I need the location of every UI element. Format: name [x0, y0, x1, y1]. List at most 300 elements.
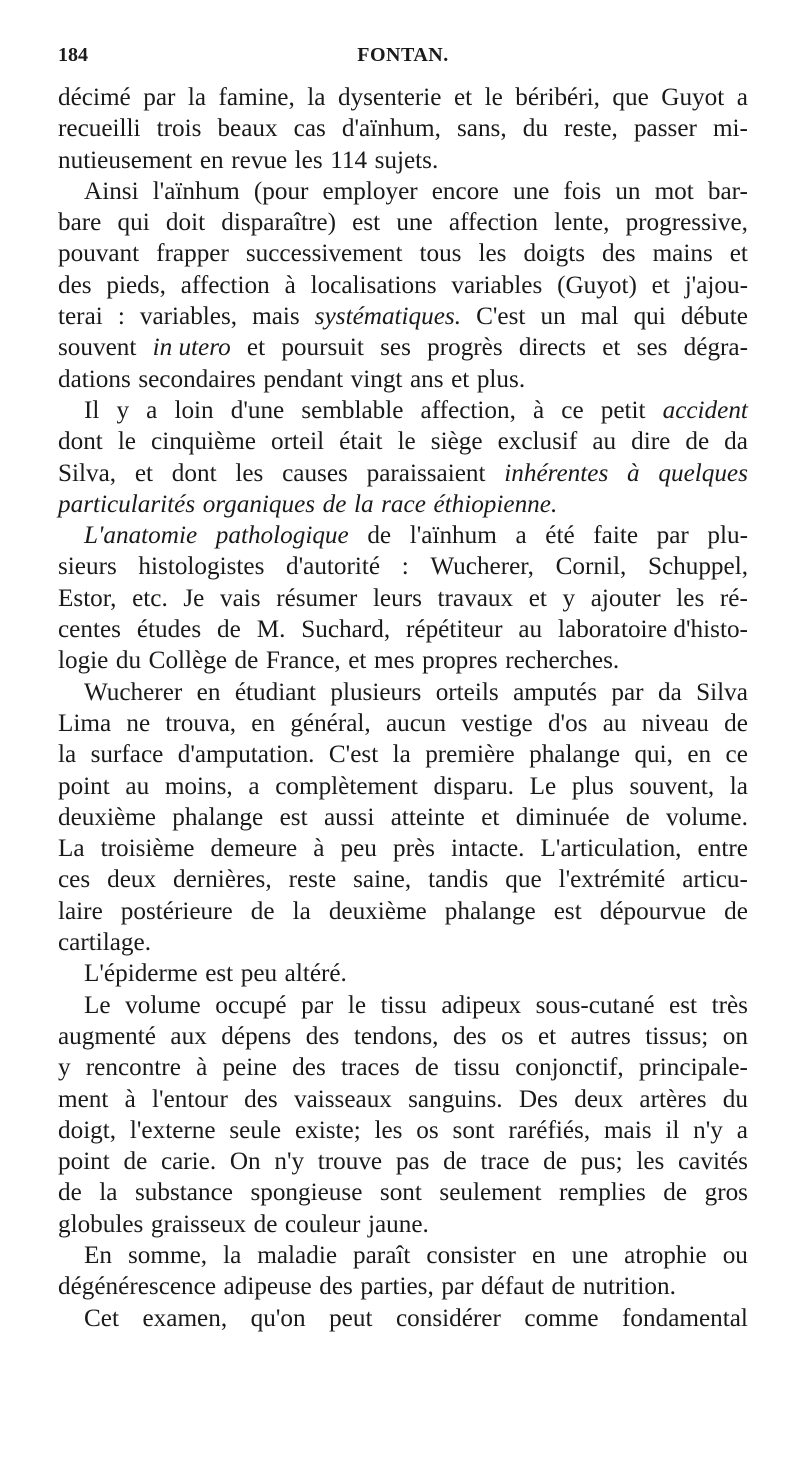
text-line	[58, 1303, 748, 1334]
text-line	[58, 1240, 748, 1271]
word: Je	[183, 584, 205, 612]
word: et	[729, 240, 748, 268]
word: sous-cutané	[535, 991, 655, 1019]
word: L'anatomie	[84, 522, 198, 550]
word: de	[253, 1210, 278, 1238]
word: Lima	[58, 709, 112, 737]
word: très	[711, 991, 748, 1019]
word: C'est	[328, 741, 379, 769]
word: une	[512, 177, 550, 205]
word: la	[729, 772, 748, 800]
word: sujets.	[374, 146, 439, 174]
word: organiques	[202, 490, 316, 518]
word: est	[279, 803, 308, 831]
word: en	[251, 709, 276, 737]
word: deux	[574, 1085, 624, 1113]
word: la	[223, 1241, 242, 1269]
word: nutrition.	[582, 1273, 676, 1301]
word: ne	[126, 709, 151, 737]
word: au	[125, 772, 150, 800]
word: Wucherer	[84, 678, 183, 706]
word: au	[592, 428, 617, 456]
word: de	[367, 522, 392, 550]
word: Schuppel,	[647, 553, 748, 581]
word: et	[481, 803, 500, 831]
word: considérer	[395, 1304, 501, 1332]
word: tissu	[453, 1054, 501, 1082]
running-title: FONTAN.	[357, 44, 449, 66]
word: Cet	[84, 1304, 119, 1332]
word: il	[665, 1116, 680, 1144]
word: L'épiderme	[84, 960, 198, 988]
word: orteils	[435, 678, 499, 706]
word: tissu	[380, 991, 427, 1019]
word: d'os	[547, 709, 588, 737]
word: l'aïnhum	[152, 177, 240, 205]
word: peu	[240, 960, 278, 988]
word: Silva	[696, 678, 748, 706]
word: systématiques.	[314, 303, 462, 331]
word: disparaître)	[221, 209, 336, 237]
word: Silva,	[58, 459, 117, 487]
word: j'ajou-	[684, 271, 748, 299]
word: volume.	[666, 803, 748, 831]
word: carie.	[160, 1148, 217, 1176]
word: (Guyot)	[557, 271, 637, 299]
word: exclusif	[497, 428, 578, 456]
word: mais	[252, 303, 300, 331]
word: centes	[58, 616, 121, 644]
word: peine	[222, 1054, 277, 1082]
text-line	[58, 113, 748, 144]
word: tissus;	[645, 1022, 709, 1050]
word: est	[205, 960, 234, 988]
word: pieds,	[106, 271, 166, 299]
word: trois	[156, 115, 202, 143]
word: dont	[58, 428, 103, 456]
word: l'externe	[129, 1116, 216, 1144]
word: la	[353, 490, 374, 518]
word: adipeuse	[223, 1273, 312, 1301]
word: couleur	[284, 1210, 361, 1238]
word: mi-	[712, 115, 748, 143]
word: la	[58, 741, 77, 769]
word: des	[305, 1022, 340, 1050]
word: vestige	[461, 709, 533, 737]
word: seulement	[439, 1179, 542, 1207]
word: et	[453, 84, 473, 111]
word: Wucherer,	[430, 553, 534, 581]
word: a	[146, 396, 158, 424]
word: altéré.	[284, 960, 347, 988]
word: dire	[631, 428, 671, 456]
word: de	[551, 1273, 576, 1301]
word: conjonctif,	[515, 1054, 624, 1082]
word: successivement	[245, 240, 403, 268]
word: plus.	[476, 365, 526, 393]
word: comme	[524, 1304, 599, 1332]
word: histologistes	[138, 553, 265, 581]
word: d'amputation.	[177, 741, 315, 769]
word: recueilli	[58, 115, 141, 143]
word: n'y	[274, 1148, 305, 1176]
word: consister	[426, 1241, 516, 1269]
word: Ainsi	[84, 177, 139, 205]
word: lente,	[554, 209, 610, 237]
text-line	[58, 301, 748, 332]
text-line	[58, 145, 748, 176]
word: jaune.	[368, 1210, 429, 1238]
word: travaux	[437, 584, 514, 612]
word: On	[229, 1148, 261, 1176]
word: était	[339, 428, 383, 456]
word: fois	[563, 177, 602, 205]
word: laboratoire d'histo-	[558, 616, 748, 644]
word: dégra-	[683, 334, 748, 362]
word: demeure	[210, 835, 298, 863]
text-line	[58, 1209, 748, 1240]
word: dations	[58, 365, 131, 393]
page-header	[58, 44, 748, 74]
word: etc.	[132, 584, 168, 612]
word: particularités	[58, 490, 196, 518]
word: trace	[480, 1148, 530, 1176]
word: da	[724, 428, 748, 456]
word: doigt,	[58, 1116, 117, 1144]
word: graisseux	[150, 1210, 247, 1238]
word: :	[117, 303, 125, 331]
word: mal	[580, 303, 619, 331]
word: la	[187, 84, 207, 111]
word: ment	[58, 1085, 109, 1113]
word: sont	[452, 1116, 495, 1144]
word: semblable	[301, 396, 404, 424]
word: études	[136, 616, 202, 644]
word: intacte.	[451, 835, 525, 863]
word: sont	[379, 1179, 422, 1207]
word: Estor,	[58, 584, 117, 612]
text-line	[58, 1146, 748, 1177]
word: Suchard,	[301, 616, 391, 644]
word: peu	[340, 835, 377, 863]
word: d'une	[230, 396, 285, 424]
text-line	[58, 395, 748, 426]
word: en	[199, 146, 224, 174]
word: deux	[107, 866, 157, 894]
text-line	[58, 1021, 748, 1052]
word: de	[322, 490, 347, 518]
word: laire	[58, 897, 103, 925]
word: de	[625, 803, 650, 831]
word: la	[99, 1179, 118, 1207]
word: paraît	[353, 1241, 411, 1269]
word: affection,	[420, 396, 516, 424]
text-line	[58, 458, 748, 489]
word: da	[657, 678, 682, 706]
word: dépens	[221, 1022, 292, 1050]
body-text	[58, 82, 748, 1334]
word: vingt	[350, 365, 403, 393]
word: plus	[571, 772, 614, 800]
word: à	[196, 1054, 208, 1082]
word: mais	[603, 1116, 652, 1144]
word: secondaires	[138, 365, 256, 393]
word: pathologique	[215, 522, 349, 550]
text-line	[58, 364, 748, 395]
word: trouva,	[165, 709, 237, 737]
word: traces	[340, 1054, 400, 1082]
word: nutieusement	[58, 146, 193, 174]
text-line	[58, 833, 748, 864]
word: fondamental	[622, 1304, 748, 1332]
word: tendons,	[353, 1022, 439, 1050]
word: de	[543, 1148, 567, 1176]
word: des	[244, 1085, 278, 1113]
text-line	[58, 1052, 748, 1083]
word: et	[246, 334, 266, 362]
word: est	[669, 991, 698, 1019]
word: et	[651, 271, 670, 299]
word: résumer	[276, 584, 358, 612]
word: point	[58, 772, 110, 800]
word: sans,	[456, 115, 507, 143]
word: été	[545, 522, 575, 550]
word: localisations	[310, 271, 437, 299]
word: et	[348, 647, 367, 675]
word: et	[602, 334, 621, 362]
word: variables,	[139, 303, 238, 331]
text-line	[58, 1084, 748, 1115]
text-line	[58, 1115, 748, 1146]
word: des	[292, 1054, 326, 1082]
word: troisième	[100, 835, 195, 863]
text-line	[58, 176, 748, 207]
word: défaut	[481, 1273, 544, 1301]
word: os	[501, 1022, 524, 1050]
word: on	[722, 1022, 748, 1050]
word: par	[656, 522, 689, 550]
word: mains	[652, 240, 713, 268]
word: variables	[451, 271, 543, 299]
word: bare	[58, 209, 102, 237]
word: la	[292, 897, 311, 925]
word: faite	[593, 522, 638, 550]
word: des	[602, 240, 636, 268]
word: passer	[633, 115, 697, 143]
text-line	[58, 426, 748, 457]
word: La	[58, 835, 85, 863]
word: a	[736, 84, 748, 111]
word: sieurs	[58, 553, 117, 581]
word: du	[722, 1085, 748, 1113]
word: race	[381, 490, 426, 518]
word: du	[115, 647, 142, 675]
word: plusieurs	[330, 678, 422, 706]
word: ces	[58, 866, 91, 894]
word: y	[116, 396, 130, 424]
text-line	[58, 645, 748, 676]
word: n'y	[693, 1116, 723, 1144]
word: maladie	[257, 1241, 338, 1269]
word: saine,	[353, 866, 412, 894]
word: débute	[680, 303, 748, 331]
word: ou	[722, 1241, 748, 1269]
word: mot	[654, 177, 694, 205]
text-line	[58, 332, 748, 363]
word: siège	[430, 428, 483, 456]
text-line	[58, 238, 748, 269]
word: os	[416, 1116, 439, 1144]
word: gros	[704, 1179, 748, 1207]
word: du	[522, 115, 548, 143]
word: plu-	[707, 522, 748, 550]
word: est	[352, 209, 381, 237]
word: disparu.	[433, 772, 514, 800]
word: Cornil,	[555, 553, 627, 581]
word: entre	[697, 835, 748, 863]
word: surface	[90, 741, 164, 769]
word: accident	[662, 396, 748, 424]
word: première	[425, 741, 515, 769]
word: les	[294, 146, 323, 174]
word: en	[687, 741, 712, 769]
word: Le	[84, 991, 111, 1019]
word: à	[627, 459, 640, 487]
word: le	[347, 991, 367, 1019]
word: en	[196, 678, 221, 706]
word: souvent	[58, 334, 137, 362]
word: de	[443, 1148, 467, 1176]
word: par	[143, 84, 176, 111]
text-line	[58, 896, 748, 927]
word: phalange	[529, 741, 621, 769]
text-line	[58, 207, 748, 238]
word: a	[515, 522, 527, 550]
word: complètement	[275, 772, 418, 800]
page-number: 184	[58, 44, 88, 66]
word: Des	[518, 1085, 558, 1113]
word: loin	[174, 396, 214, 424]
word: famine,	[218, 84, 295, 111]
word: artères	[639, 1085, 707, 1113]
word: souvent,	[629, 772, 715, 800]
word: dont	[171, 459, 217, 487]
word: les	[478, 240, 507, 268]
word: Le	[529, 772, 557, 800]
word: ré-	[719, 584, 748, 612]
word: de	[123, 1148, 148, 1176]
word: doit	[165, 209, 206, 237]
word: principale-	[638, 1054, 748, 1082]
word: terai	[58, 303, 103, 331]
word: ajouter	[590, 584, 661, 612]
text-line	[58, 771, 748, 802]
word: diminuée	[515, 803, 610, 831]
word: spongieuse	[250, 1179, 363, 1207]
word: autres	[570, 1022, 631, 1050]
word: des	[452, 1022, 487, 1050]
word: tandis	[428, 866, 489, 894]
word: cinquième	[151, 428, 256, 456]
word: articu-	[682, 866, 748, 894]
text-line	[58, 270, 748, 301]
word: aux	[170, 1022, 207, 1050]
word: adipeux	[441, 991, 522, 1019]
word: les	[374, 1116, 403, 1144]
word: l'entour	[152, 1085, 228, 1113]
word: général,	[290, 709, 371, 737]
word: les	[235, 459, 264, 487]
word: globules	[58, 1210, 144, 1238]
word: que	[505, 866, 542, 894]
word: de	[234, 647, 259, 675]
word: progressive,	[625, 209, 748, 237]
word: qui,	[634, 741, 673, 769]
word: petit	[600, 396, 646, 424]
word: somme,	[128, 1241, 208, 1269]
word: employer	[322, 177, 418, 205]
word: et	[134, 459, 154, 487]
word: (pour	[253, 177, 309, 205]
word: des	[319, 1273, 353, 1301]
word: causes	[282, 459, 348, 487]
word: paraissaient	[366, 459, 486, 487]
text-line	[58, 520, 748, 551]
text-line	[58, 1177, 748, 1208]
word: et	[537, 1022, 557, 1050]
word: affection	[180, 271, 270, 299]
word: encore	[431, 177, 499, 205]
word: par	[301, 991, 334, 1019]
word: dépourvue	[599, 897, 707, 925]
word: la	[307, 84, 326, 111]
word: pus;	[580, 1148, 623, 1176]
word: existe;	[294, 1116, 361, 1144]
word: par	[441, 1273, 474, 1301]
word: le	[397, 428, 416, 456]
text-line	[58, 990, 748, 1021]
word: qui	[633, 303, 666, 331]
word: le	[484, 84, 503, 111]
word: phalange	[444, 897, 536, 925]
word: un	[615, 177, 641, 205]
word: les	[676, 584, 705, 612]
text-line	[58, 708, 748, 739]
word: :	[401, 553, 409, 581]
word: pendant	[263, 365, 344, 393]
word: l'extrémité	[558, 866, 666, 894]
word: au	[518, 616, 543, 644]
word: vais	[219, 584, 261, 612]
word: aussi	[323, 803, 375, 831]
word: rencontre	[85, 1054, 181, 1082]
word: postérieure	[120, 897, 233, 925]
word: a	[736, 1116, 748, 1144]
word: remplies	[559, 1179, 646, 1207]
word: de	[724, 897, 748, 925]
word: deuxième	[58, 803, 156, 831]
word: au	[602, 709, 627, 737]
word: C'est	[476, 303, 526, 331]
word: niveau	[641, 709, 709, 737]
word: orteil	[270, 428, 325, 456]
word: aucun	[385, 709, 447, 737]
word: reste	[288, 866, 337, 894]
text-line	[58, 583, 748, 614]
word: recherches.	[505, 647, 620, 675]
text-line	[58, 958, 748, 989]
word: a	[248, 772, 260, 800]
